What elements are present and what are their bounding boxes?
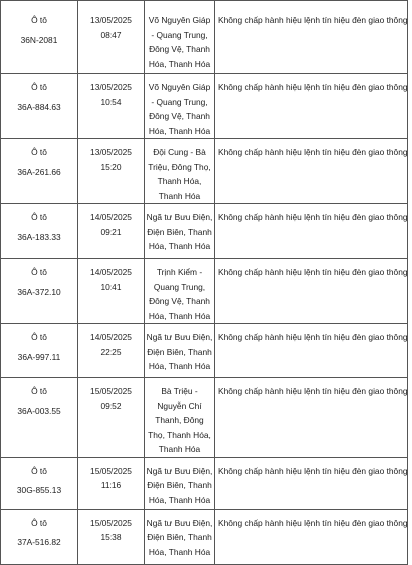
location-line: Ngã tư Bưu Điện, <box>146 332 213 342</box>
vehicle-cell <box>1 509 78 564</box>
table-row <box>1 457 408 509</box>
vehicle-cell <box>1 74 78 139</box>
violation-date: 15/05/2025 <box>90 386 132 396</box>
location-line: Hóa, Thanh Hóa <box>148 125 211 136</box>
location-line: Nguyễn Chí <box>157 400 202 411</box>
location-cell <box>145 457 215 509</box>
datetime-cell <box>78 1 145 74</box>
violation-description: Không chấp hành hiệu lệnh tín hiệu đèn giao thông <box>218 82 408 92</box>
location-line: Thanh, Đông <box>155 415 204 425</box>
location-cell <box>145 378 215 458</box>
datetime-cell <box>78 139 145 204</box>
location-line: - Quang Trung, <box>151 29 208 40</box>
location-cell <box>145 259 215 324</box>
violation-description: Không chấp hành hiệu lệnh tín hiệu đèn giao thông <box>218 332 408 342</box>
datetime-cell <box>78 378 145 458</box>
location-line: Hóa, Thanh Hóa <box>148 361 211 371</box>
violation-cell <box>215 74 408 139</box>
violation-cell <box>215 509 408 564</box>
location-line: Hóa, Thanh Hóa <box>148 546 211 557</box>
location-line: Ngã tư Bưu Điện, <box>146 517 213 528</box>
datetime-cell <box>78 324 145 378</box>
location-line: Quang Trung, <box>153 281 206 292</box>
violation-description: Không chấp hành hiệu lệnh tín hiệu đèn giao thông <box>218 465 408 476</box>
violation-cell <box>215 204 408 259</box>
license-plate: 36A-183.33 <box>17 231 61 242</box>
table-row <box>1 509 408 564</box>
location-line: Đông Vệ, Thanh <box>149 111 210 121</box>
location-cell <box>145 324 215 378</box>
vehicle-type: Ô tô <box>31 465 47 476</box>
location-line: Võ Nguyên Giáp <box>148 82 211 92</box>
location-line: Điện Biên, Thanh <box>147 226 212 237</box>
violation-date: 13/05/2025 <box>90 82 132 92</box>
location-line: Thanh Hóa <box>158 190 201 201</box>
table-row <box>1 204 408 259</box>
location-line: Hóa, Thanh Hóa <box>148 310 211 321</box>
vehicle-type: Ô tô <box>31 212 47 222</box>
violation-description: Không chấp hành hiệu lệnh tín hiệu đèn giao thông <box>218 517 408 528</box>
vehicle-cell <box>1 204 78 259</box>
violation-description: Không chấp hành hiệu lệnh tín hiệu đèn giao thông <box>218 147 408 157</box>
violation-time: 22:25 <box>100 346 122 357</box>
location-line: Hóa, Thanh Hóa <box>148 58 211 69</box>
violation-time: 09:52 <box>100 400 122 411</box>
violation-time: 08:47 <box>100 29 122 40</box>
vehicle-type: Ô tô <box>31 517 47 528</box>
violation-cell <box>215 457 408 509</box>
vehicle-type: Ô tô <box>31 332 47 342</box>
vehicle-type: Ô tô <box>31 386 47 396</box>
violation-description: Không chấp hành hiệu lệnh tín hiệu đèn giao thông <box>218 15 408 25</box>
violation-time: 10:54 <box>100 96 122 107</box>
location-cell <box>145 139 215 204</box>
location-line: Điện Biên, Thanh <box>147 346 212 357</box>
violation-time: 09:21 <box>100 226 122 237</box>
license-plate: 30G-855.13 <box>16 485 62 495</box>
table-row <box>1 378 408 458</box>
datetime-cell <box>78 457 145 509</box>
location-line: Ngã tư Bưu Điện, <box>146 465 213 476</box>
violation-description: Không chấp hành hiệu lệnh tín hiệu đèn giao thông <box>218 212 408 222</box>
location-cell <box>145 74 215 139</box>
violation-time: 11:16 <box>100 480 122 490</box>
license-plate: 37A-516.82 <box>17 537 61 547</box>
table-row <box>1 1 408 74</box>
location-line: Ngã tư Bưu Điện, <box>146 212 213 222</box>
location-line: Thanh Hóa, <box>157 176 202 186</box>
vehicle-type: Ô tô <box>31 267 47 277</box>
location-line: Bà Triệu - <box>161 386 198 396</box>
location-line: Võ Nguyên Giáp <box>148 15 211 25</box>
location-line: Đông Vệ, Thanh <box>149 44 210 54</box>
datetime-cell <box>78 204 145 259</box>
location-line: Trịnh Kiểm - <box>156 267 203 277</box>
vehicle-type: Ô tô <box>31 15 47 25</box>
license-plate: 36A-372.10 <box>17 286 61 297</box>
table-row <box>1 74 408 139</box>
table-row <box>1 324 408 378</box>
violation-time: 15:20 <box>100 161 122 172</box>
vehicle-type: Ô tô <box>31 82 47 92</box>
table-row <box>1 259 408 324</box>
location-line: Điện Biên, Thanh <box>147 480 212 490</box>
license-plate: 36A-997.11 <box>17 351 61 362</box>
violation-cell <box>215 378 408 458</box>
vehicle-type: Ô tô <box>31 147 47 157</box>
location-line: Đông Vệ, Thanh <box>149 296 210 306</box>
violation-cell <box>215 139 408 204</box>
vehicle-cell <box>1 1 78 74</box>
violation-time: 10:41 <box>100 281 122 292</box>
license-plate: 36A-003.55 <box>17 405 61 416</box>
location-cell <box>145 1 215 74</box>
violation-description: Không chấp hành hiệu lệnh tín hiệu đèn giao thông <box>218 386 408 396</box>
location-line: Điện Biên, Thanh <box>147 532 212 542</box>
vehicle-cell <box>1 259 78 324</box>
violation-date: 14/05/2025 <box>90 212 132 222</box>
violation-cell <box>215 324 408 378</box>
location-cell <box>145 204 215 259</box>
vehicle-cell <box>1 457 78 509</box>
location-line: Thanh Hóa <box>158 444 201 454</box>
table-row <box>1 139 408 204</box>
violation-description: Không chấp hành hiệu lệnh tín hiệu đèn giao thông <box>218 267 408 277</box>
violation-date: 15/05/2025 <box>90 517 132 528</box>
violation-cell <box>215 1 408 74</box>
violations-table-body <box>1 1 408 565</box>
location-line: Hóa, Thanh Hóa <box>148 494 211 505</box>
license-plate: 36A-884.63 <box>17 101 61 112</box>
datetime-cell <box>78 259 145 324</box>
location-line: Hóa, Thanh Hóa <box>148 241 211 251</box>
location-line: Đội Cung - Bà <box>153 147 206 157</box>
datetime-cell <box>78 509 145 564</box>
location-line: Thọ, Thanh Hóa, <box>148 429 211 440</box>
violation-cell <box>215 259 408 324</box>
violation-date: 14/05/2025 <box>90 267 132 277</box>
violation-date: 13/05/2025 <box>90 15 132 25</box>
license-plate: 36A-261.66 <box>17 166 61 177</box>
vehicle-cell <box>1 324 78 378</box>
location-line: - Quang Trung, <box>151 96 208 107</box>
vehicle-cell <box>1 139 78 204</box>
location-line: Triệu, Đông Thọ, <box>148 161 211 172</box>
license-plate: 36N-2081 <box>20 34 58 45</box>
violation-date: 15/05/2025 <box>90 465 132 476</box>
violation-time: 15:38 <box>100 532 122 542</box>
violation-date: 13/05/2025 <box>90 147 132 157</box>
violation-date: 14/05/2025 <box>90 332 132 342</box>
vehicle-cell <box>1 378 78 458</box>
datetime-cell <box>78 74 145 139</box>
location-cell <box>145 509 215 564</box>
